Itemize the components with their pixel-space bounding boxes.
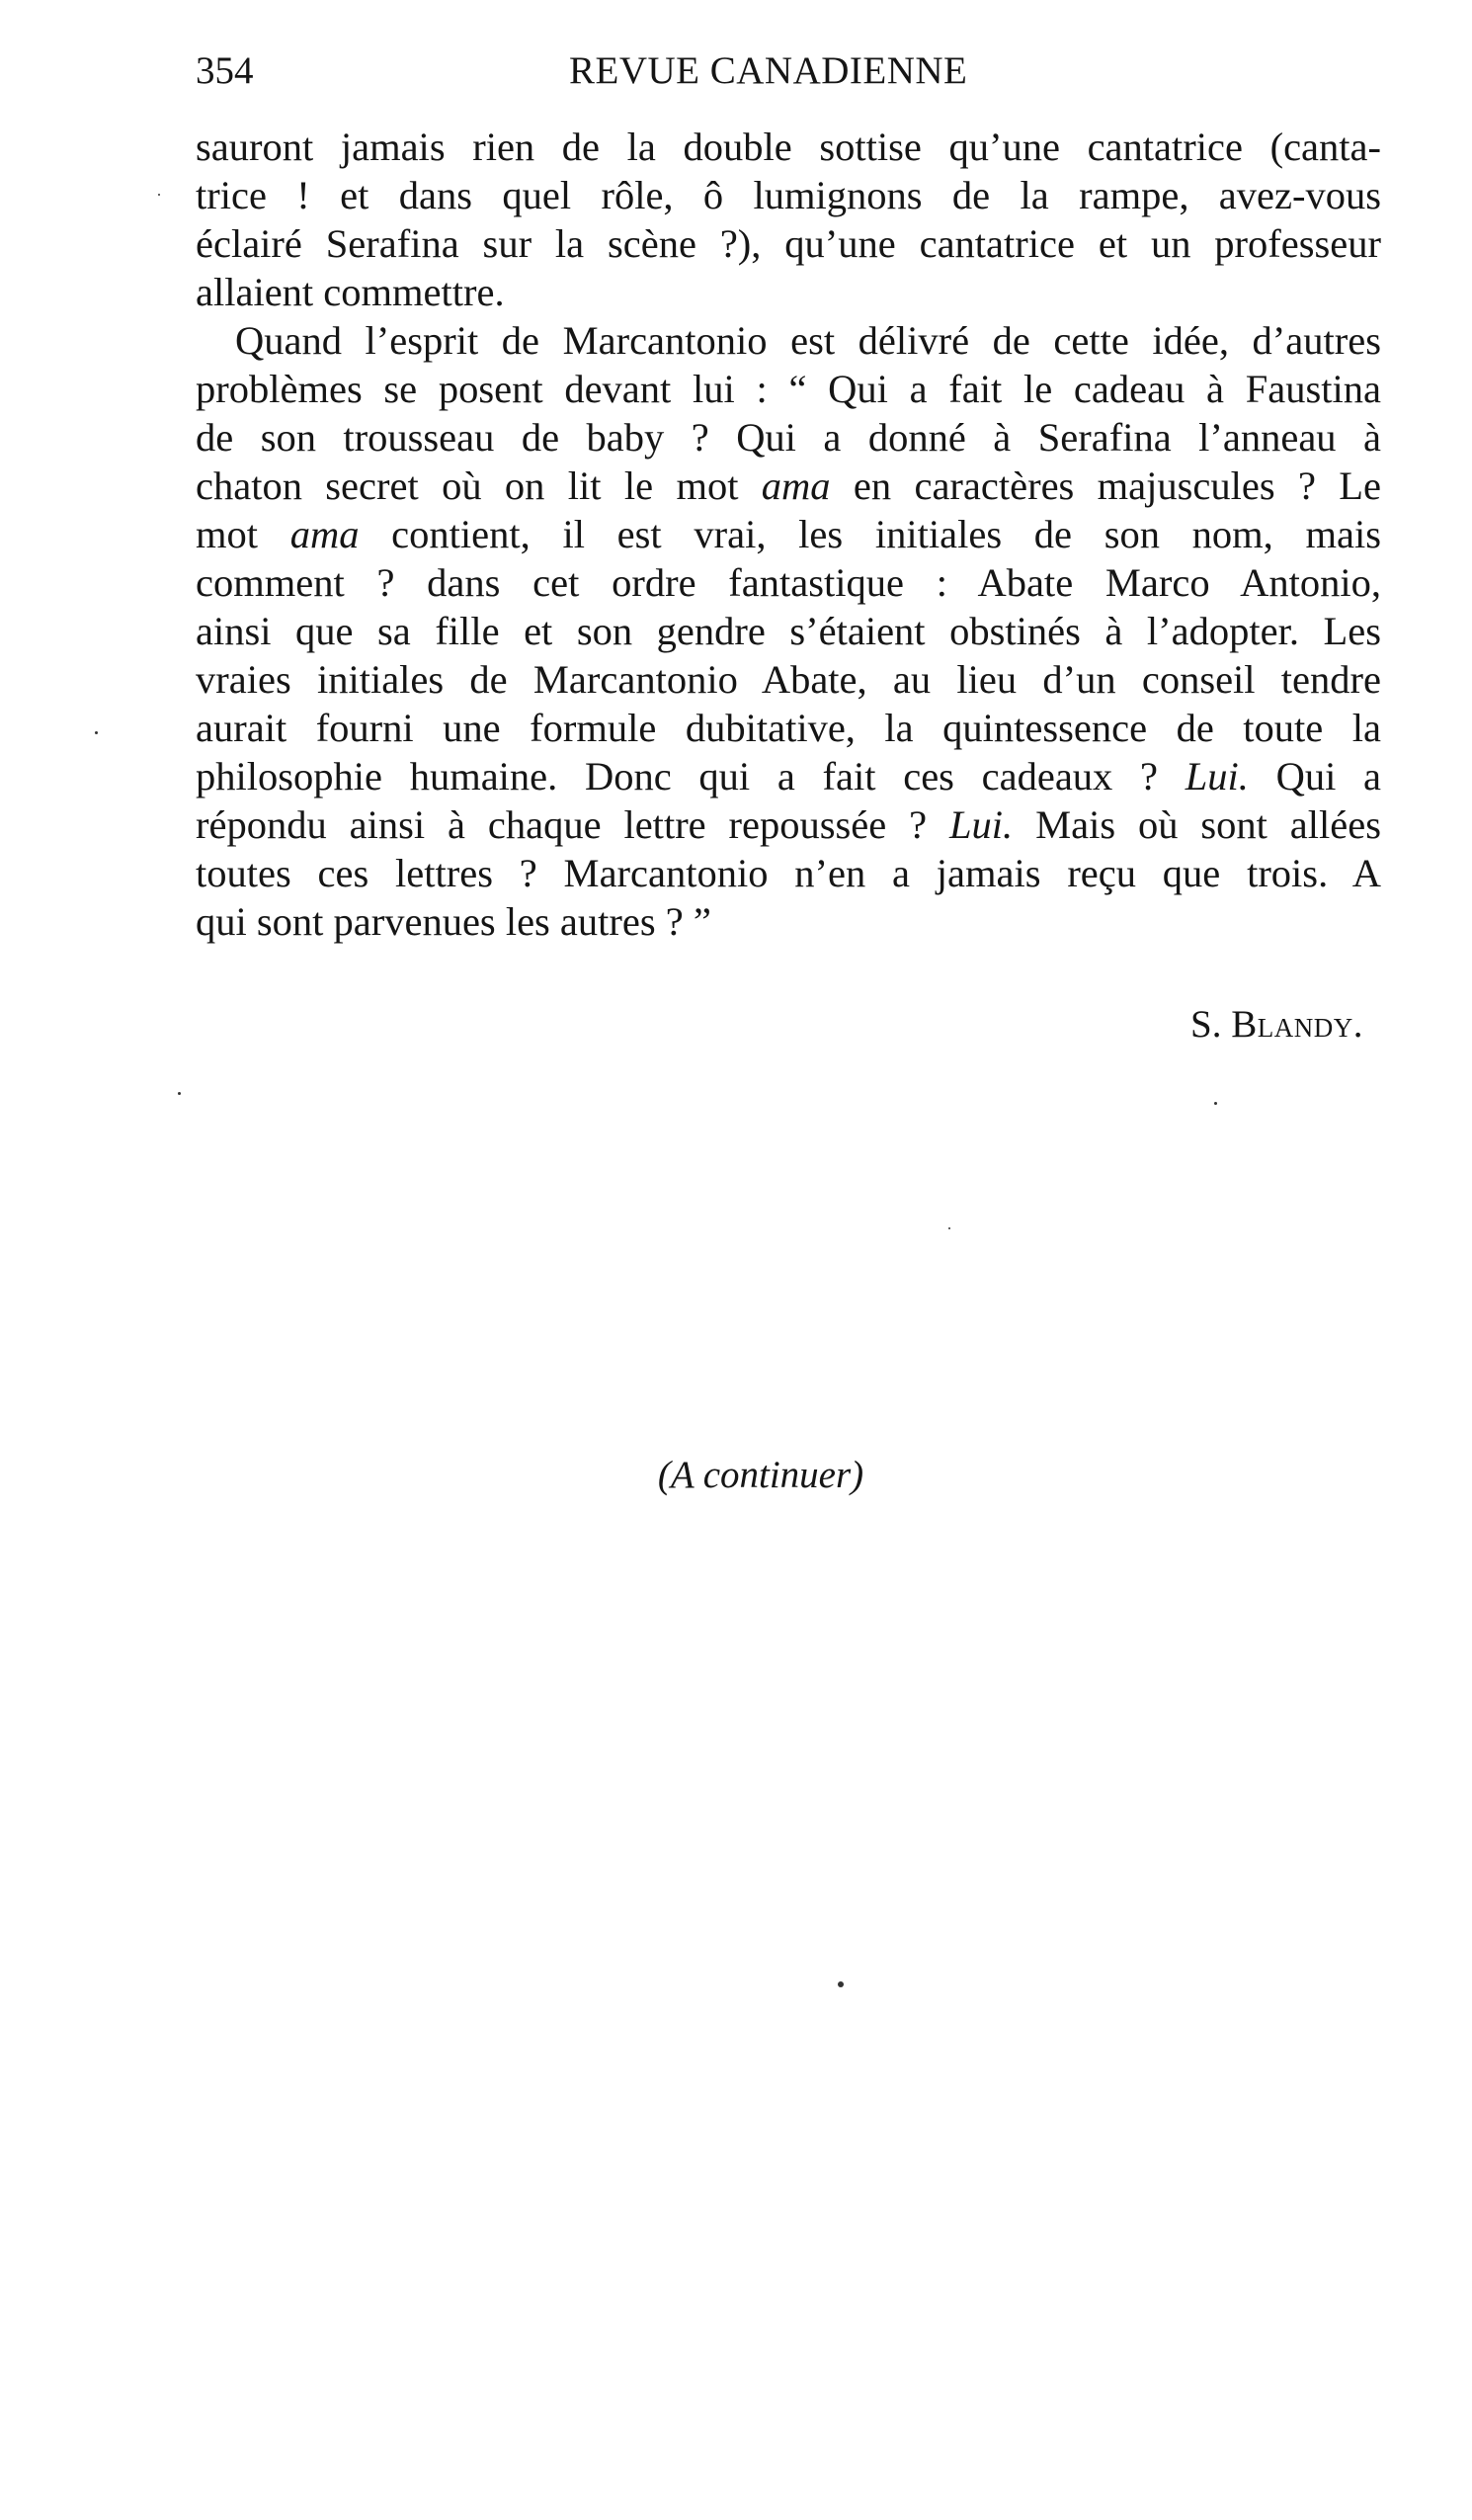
text-run: contient, il est vrai, les initiales de son nom, mais	[359, 512, 1381, 556]
text-line: éclairé Serafina sur la scène ?), qu’une cantatrice et un professeur	[196, 221, 1381, 266]
italic-word: Lui.	[1185, 754, 1249, 798]
page-number: 354	[196, 49, 254, 92]
scan-speck	[158, 194, 160, 196]
scan-speck	[948, 1227, 950, 1229]
text-line: allaient commettre.	[196, 270, 505, 314]
signature-name: Blandy.	[1231, 1003, 1363, 1046]
text-run: répondu ainsi à chaque lettre repoussée ?	[196, 802, 950, 847]
continuation-note: (A continuer)	[657, 1454, 864, 1496]
text-run: en caractères majuscules ? Le	[830, 463, 1381, 508]
scan-speck	[178, 1092, 181, 1095]
text-run: Mais où sont allées	[1013, 802, 1381, 847]
scan-speck	[95, 731, 98, 734]
page-header	[196, 45, 1381, 105]
text-line: toutes ces lettres ? Marcantonio n’en a jamais reçu que trois. A	[196, 851, 1381, 895]
scan-speck	[838, 1981, 844, 1987]
text-run: mot	[196, 512, 290, 556]
text-line: problèmes se posent devant lui : “ Qui a fait le cadeau à Faustina	[196, 367, 1381, 411]
scan-speck	[1214, 1102, 1217, 1105]
author-signature	[1067, 1000, 1363, 1050]
text-line	[196, 800, 1381, 849]
running-title: REVUE CANADIENNE	[569, 49, 968, 92]
signature-initial: S.	[1190, 1003, 1232, 1046]
text-line: Quand l’esprit de Marcantonio est délivré de cette idée, d’autres	[235, 318, 1381, 363]
text-line: vraies initiales de Marcantonio Abate, au lieu d’un conseil tendre	[196, 657, 1381, 702]
text-line: trice ! et dans quel rôle, ô lumignons de la rampe, avez-vous	[196, 173, 1381, 217]
text-run: chaton secret où on lit le mot	[196, 463, 762, 508]
italic-word: ama	[289, 512, 360, 556]
text-line: sauront jamais rien de la double sottise qu’une cantatrice (canta-	[196, 125, 1381, 169]
text-line: de son trousseau de baby ? Qui a donné à Serafina l’anneau à	[196, 415, 1381, 460]
text-line: comment ? dans cet ordre fantastique : Abate Marco Antonio,	[196, 560, 1381, 605]
text-line	[196, 752, 1381, 800]
paragraph-2	[196, 316, 1381, 946]
text-line	[196, 510, 1381, 558]
paragraph-1	[196, 123, 1381, 316]
text-line	[196, 462, 1381, 510]
text-run: philosophie humaine. Donc qui a fait ces cadeaux ?	[196, 754, 1186, 798]
text-run: Qui a	[1248, 754, 1381, 798]
italic-word: Lui.	[949, 802, 1014, 847]
text-line: qui sont parvenues les autres ? ”	[196, 899, 711, 944]
italic-word: ama	[761, 463, 831, 508]
text-line: aurait fourni une formule dubitative, la quintessence de toute la	[196, 706, 1381, 750]
body-text	[196, 123, 1381, 946]
text-line: ainsi que sa fille et son gendre s’étaient obstinés à l’adopter. Les	[196, 609, 1381, 653]
